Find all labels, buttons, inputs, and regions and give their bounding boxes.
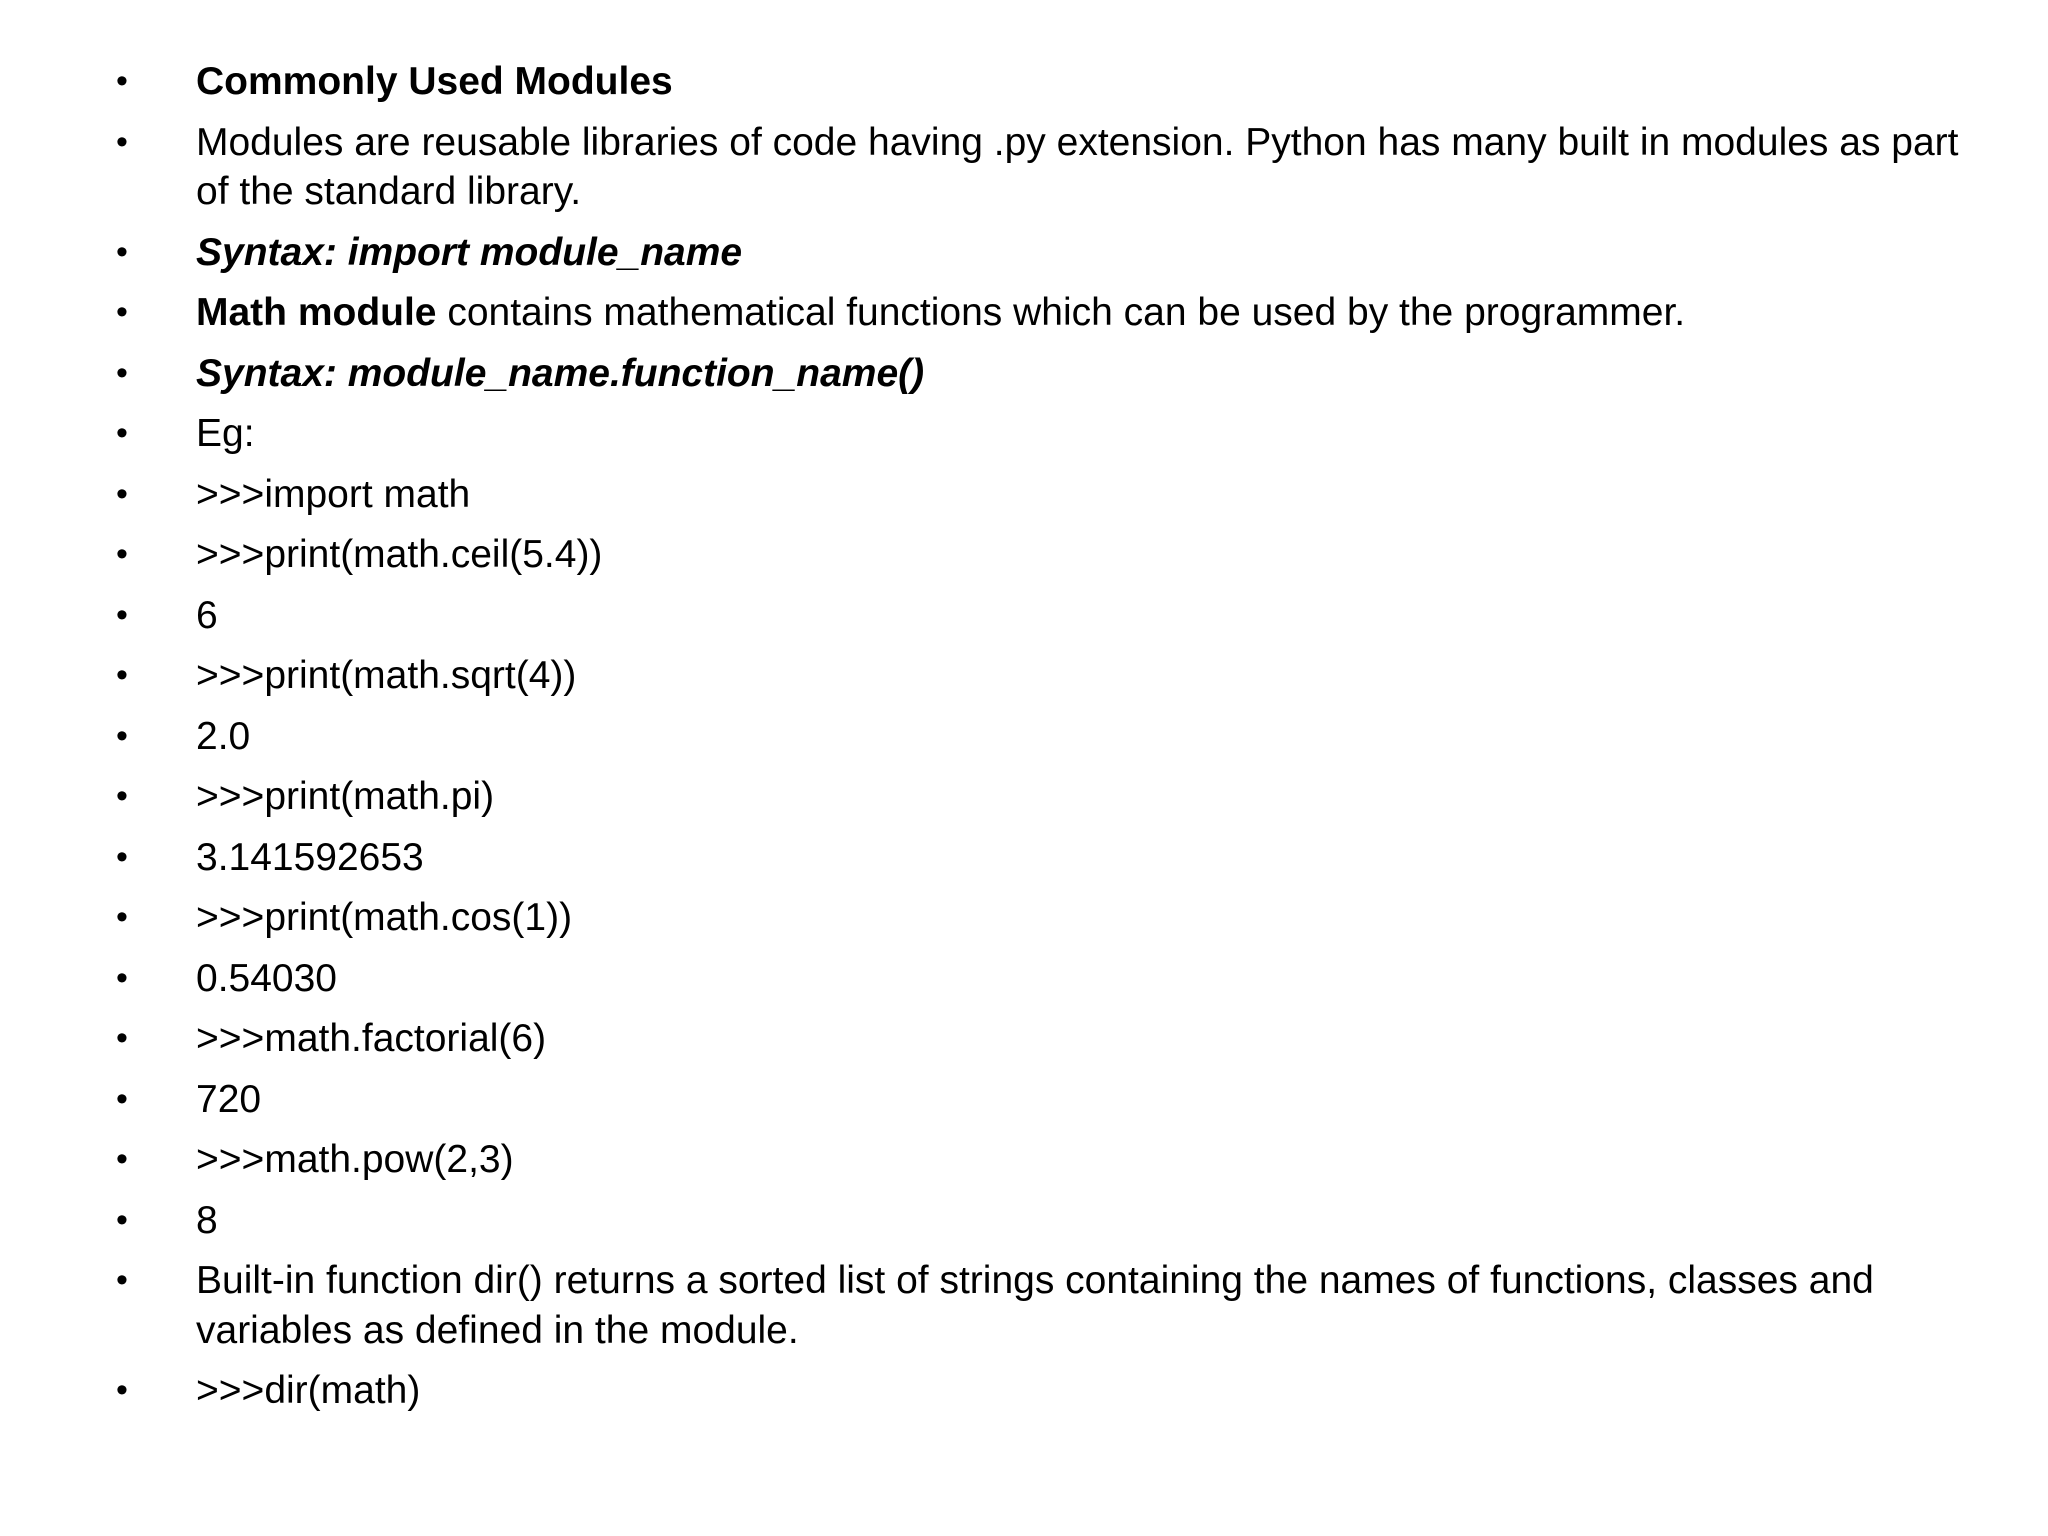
code-line: >>>math.pow(2,3) [196,1138,514,1181]
list-item-text: contains mathematical functions which can be used by the programmer. [436,291,1686,334]
list-item [0,1366,2048,1416]
list-item [0,1256,2048,1355]
list-item [0,1196,2048,1246]
code-line: >>>print(math.cos(1)) [196,896,573,939]
list-item [0,712,2048,762]
list-item [0,530,2048,580]
list-item [0,409,2048,459]
list-item [0,228,2048,278]
code-line: >>>dir(math) [196,1369,421,1412]
code-line: >>>print(math.sqrt(4)) [196,654,577,697]
code-line: >>>math.factorial(6) [196,1017,547,1060]
list-item [0,893,2048,943]
section-heading: Commonly Used Modules [196,60,673,103]
list-item-text: Eg: [196,412,255,455]
code-line: >>>print(math.pi) [196,775,495,818]
list-item [0,470,2048,520]
bullet-list [0,57,2048,1427]
code-output: 8 [196,1198,218,1242]
list-item [0,651,2048,701]
list-item [0,954,2048,1004]
list-item [0,833,2048,883]
code-output: 720 [196,1077,262,1121]
list-item [0,57,2048,107]
code-output: 3.141592653 [196,835,424,879]
list-item [0,118,2048,217]
list-item [0,1075,2048,1125]
code-line: >>>import math [196,472,471,516]
syntax-import: Syntax: import module_name [196,230,743,274]
code-output: 2.0 [196,714,251,758]
code-output: 6 [196,593,218,637]
list-item [0,1135,2048,1185]
list-item-text: Built-in function dir() returns a sorted list of strings containing the names of functions, classes and variables as defined in the module. [196,1259,1874,1352]
list-item [0,288,2048,338]
list-item [0,349,2048,399]
code-line: >>>print(math.ceil(5.4)) [196,533,603,576]
list-item [0,1014,2048,1064]
syntax-function-call: Syntax: module_name.function_name() [196,351,925,395]
list-item-text: Modules are reusable libraries of code having .py extension. Python has many built in modules as part of the standard library. [196,120,1959,213]
math-module-term: Math module [196,291,437,334]
code-output: 0.54030 [196,956,337,1000]
list-item [0,591,2048,641]
list-item [0,772,2048,822]
